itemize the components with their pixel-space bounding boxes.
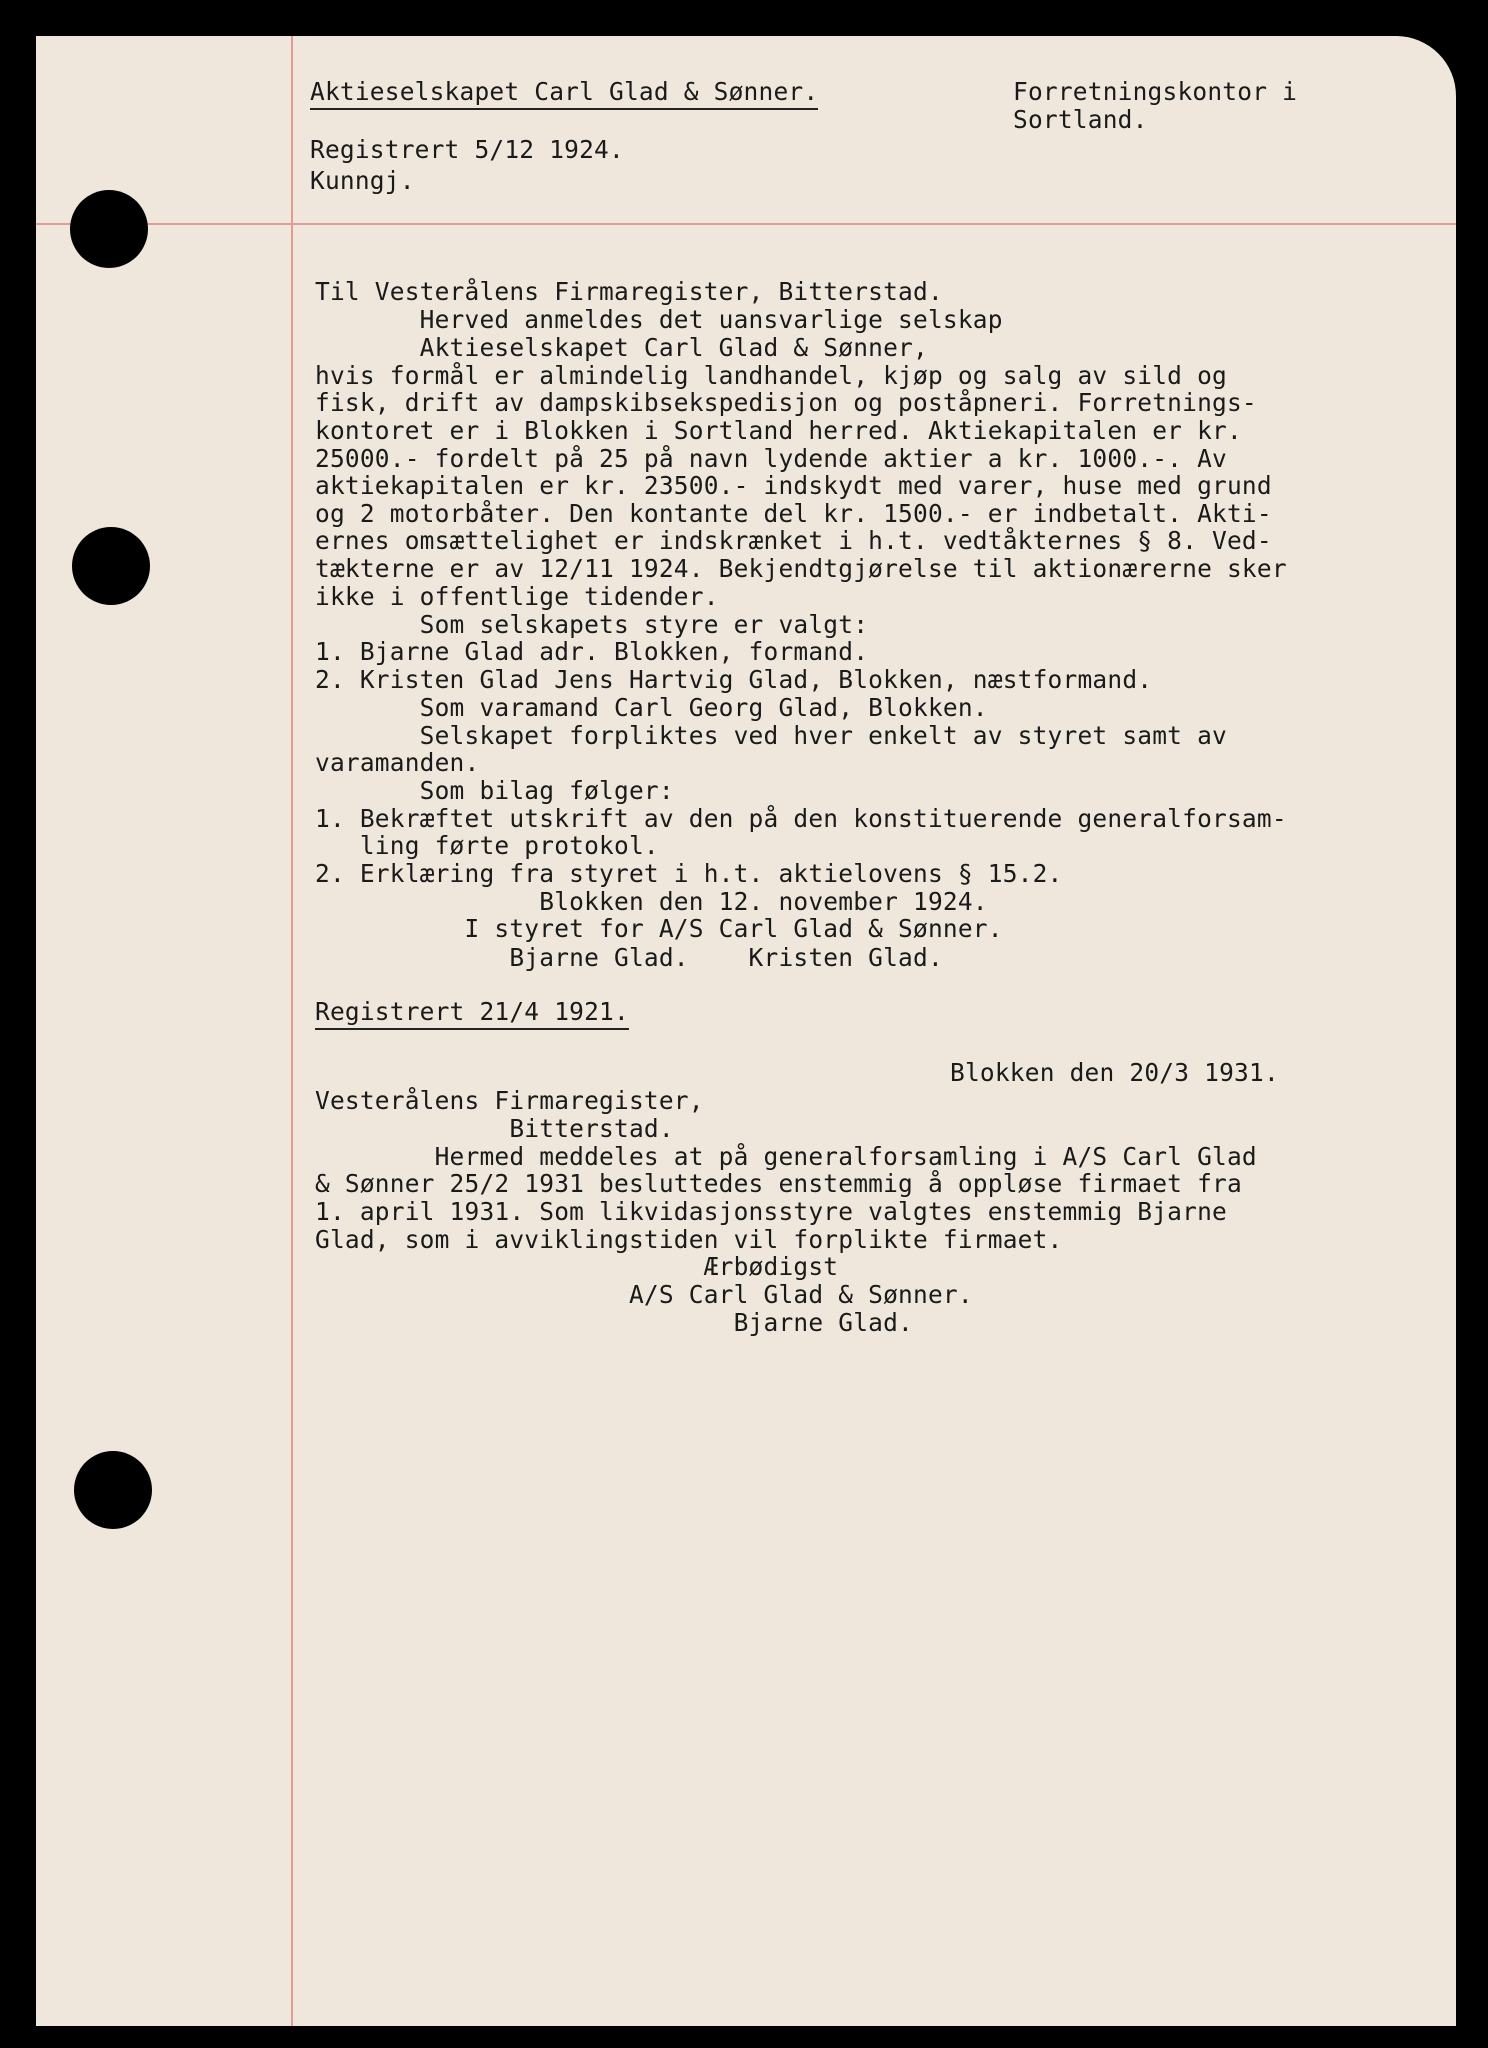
notice-line: 2. Kristen Glad Jens Hartvig Glad, Blokken, næstformand. (315, 665, 1153, 694)
notice-recipient: Til Vesterålens Firmaregister, Bitterstad. (315, 277, 943, 306)
notice-line: 1. Bjarne Glad adr. Blokken, formand. (315, 637, 869, 666)
red-header-line (36, 223, 1456, 225)
letter-line: A/S Carl Glad & Sønner. (315, 1280, 973, 1309)
red-margin-line (291, 36, 293, 2026)
notice-line: 1. Bekræftet utskrift av den på den konstituerende generalforsam- (315, 804, 1287, 833)
notice-line: Som bilag følger: (315, 776, 674, 805)
letter-line: Bjarne Glad. (315, 1308, 914, 1337)
letter-line: Glad, som i avviklingstiden vil forplikte firmaet. (315, 1225, 1063, 1254)
notice-line: Aktieselskapet Carl Glad & Sønner, (315, 333, 928, 362)
kunngj-label: Kunngj. (310, 166, 415, 195)
punch-hole-middle (72, 527, 150, 605)
second-registration-date: Registrert 21/4 1921. (315, 998, 629, 1030)
notice-line: ikke i offentlige tidender. (315, 582, 719, 611)
notice-line: varamanden. (315, 748, 480, 777)
notice-line: 25000.- fordelt på 25 på navn lydende aktier a kr. 1000.-. Av (315, 444, 1227, 473)
notice-line: Blokken den 12. november 1924. (315, 887, 988, 916)
notice-line: tækterne er av 12/11 1924. Bekjendtgjørelse til aktionærerne sker (315, 554, 1287, 583)
notice-line: fisk, drift av dampskibsekspedisjon og poståpneri. Forretnings- (315, 388, 1257, 417)
notice-line: Bjarne Glad. Kristen Glad. (315, 943, 943, 972)
notice-line: aktiekapitalen er kr. 23500.- indskydt med varer, huse med grund (315, 471, 1272, 500)
letter-line: 1. april 1931. Som likvidasjonsstyre valgtes enstemmig Bjarne (315, 1197, 1227, 1226)
letter-line: Vesterålens Firmaregister, (315, 1086, 704, 1115)
punch-hole-top (70, 190, 148, 268)
letter-line: & Sønner 25/2 1931 besluttedes enstemmig å oppløse firmaet fra (315, 1169, 1242, 1198)
notice-line: Selskapet forpliktes ved hver enkelt av styret samt av (315, 721, 1227, 750)
notice-line: hvis formål er almindelig landhandel, kjøp og salg av sild og (315, 361, 1227, 390)
letter-date: Blokken den 20/3 1931. (950, 1058, 1279, 1087)
notice-line: og 2 motorbåter. Den kontante del kr. 1500.- er indbetalt. Akti- (315, 499, 1272, 528)
registration-date: Registrert 5/12 1924. (310, 135, 624, 164)
notice-line: ling førte protokol. (315, 831, 659, 860)
letter-line: Hermed meddeles at på generalforsamling i A/S Carl Glad (315, 1142, 1257, 1171)
notice-line: Herved anmeldes det uansvarlige selskap (315, 305, 1003, 334)
letter-line: Ærbødigst (315, 1252, 839, 1281)
letter-line: Bitterstad. (315, 1114, 674, 1143)
office-location-line2: Sortland. (1013, 105, 1148, 134)
notice-line: 2. Erklæring fra styret i h.t. aktielovens § 15.2. (315, 859, 1063, 888)
notice-line: Som selskapets styre er valgt: (315, 610, 869, 639)
punch-hole-bottom (74, 1451, 152, 1529)
notice-line: I styret for A/S Carl Glad & Sønner. (315, 914, 1003, 943)
notice-line: kontoret er i Blokken i Sortland herred. Aktiekapitalen er kr. (315, 416, 1242, 445)
office-location-line1: Forretningskontor i (1013, 77, 1298, 106)
notice-line: Som varamand Carl Georg Glad, Blokken. (315, 693, 988, 722)
company-title: Aktieselskapet Carl Glad & Sønner. (310, 78, 818, 110)
notice-line: ernes omsættelighet er indskrænket i h.t. vedtåkternes § 8. Ved- (315, 526, 1272, 555)
